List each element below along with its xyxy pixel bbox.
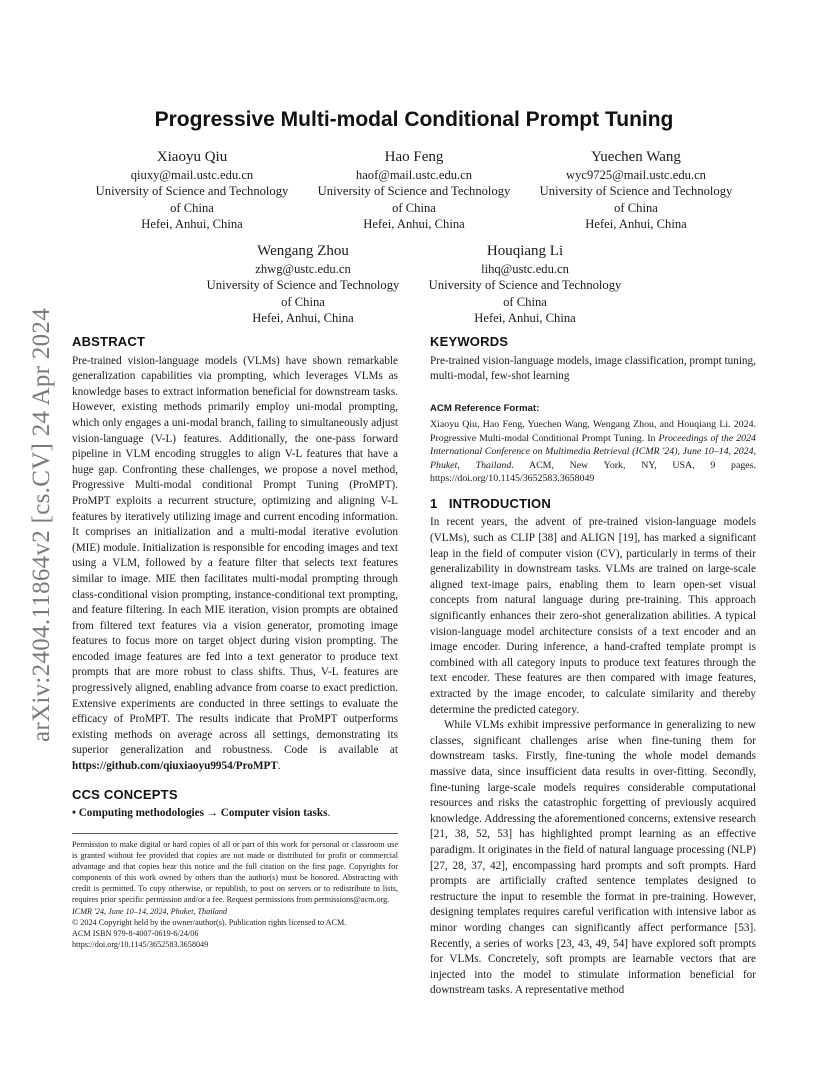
author-block xyxy=(526,148,746,232)
right-column xyxy=(430,334,756,999)
author-email: haof@mail.ustc.edu.cn xyxy=(355,168,473,182)
author-email: lihq@ustc.edu.cn xyxy=(481,262,569,276)
permission-footnote xyxy=(72,833,398,950)
introduction-heading: 1 INTRODUCTION xyxy=(430,495,551,511)
paper-title: Progressive Multi-modal Conditional Prompt Tuning xyxy=(154,108,674,131)
author-name: Xiaoyu Qiu xyxy=(156,149,228,165)
author-block xyxy=(415,242,635,326)
ccs-item-text: • Computing methodologies → Computer vision tasks xyxy=(72,807,328,820)
author-block xyxy=(304,148,524,232)
intro-paragraph-2: While VLMs exhibit impressive performance in generalizing to new classes, significant challenges arise when fine-tuning them for downstream tasks. Firstly, fine-tuning the whole model demands massive data, since insufficient data results in over-fitting. Secondly, fine-tuning large-scale models requires considerable computational resources and risks the catastrophic forgetting of previously acquired knowledge. Addressing the aforementioned concerns, extensive research [21, 38, 52, 53] has highlighted prompt learning as an effective paradigm. It originates in the field of natural language processing (NLP) [27, 28, 37, 42], encompassing hard prompts and soft prompts. Hard prompts are artificially crafted sentence templates designed to restructure the input to resemble the format in pre-training. However, designing templates requires careful verification with intensive labor as minor wording changes can significantly affect performance [53]. Recently, a series of works [23, 43, 49, 54] have explored soft prompts for VLMs. Concretely, soft prompts are learnable vectors that are injected into the model to stimulate information beneficial for downstream tasks. A representative method xyxy=(430,719,756,997)
ccs-heading: CCS CONCEPTS xyxy=(72,786,178,802)
copyright-line: © 2024 Copyright held by the owner/author(s). Publication rights licensed to ACM. xyxy=(72,918,347,927)
arxiv-identifier xyxy=(22,290,62,760)
intro-paragraph-1: In recent years, the advent of pre-trained vision-language models (VLMs), such as CLIP [38] and ALIGN [19], has marked a significant leap in the field of computer vision (CV), particularly in terms of their generalizability in downstream tasks. VLMs are trained on large-scale aligned text-image pairs, enabling them to learn open-set visual concepts from natural language during pre-training. This approach significantly enhances their zero-shot generalization abilities. A typical vision-language model architecture consists of a text encoder and an image encoder. During inference, a hand-crafted template prompt is combined with all category inputs to produce text features through the text encoder. These features are then compared with image features, extracted by the image encoder, to calculate similarity and thereby determine the predicted category. xyxy=(430,516,756,716)
doi-line[interactable]: https://doi.org/10.1145/3652583.3658049 xyxy=(72,940,209,949)
abstract-end: . xyxy=(277,760,281,773)
author-affiliation: University of Science and Technology xyxy=(317,184,511,199)
ccs-item xyxy=(72,806,398,822)
author-block xyxy=(82,148,302,232)
author-affiliation: of China xyxy=(170,200,214,215)
isbn-line: ACM ISBN 979-8-4007-0619-6/24/06 xyxy=(72,929,199,938)
acm-reference-part1: Xiaoyu Qiu, Hao Feng, Yuechen Wang, Wengang Zhou, and Houqiang Li. 2024. Progressive Multi-modal Conditional Prompt Tuning. In xyxy=(430,419,756,444)
author-affiliation: University of Science and Technology xyxy=(206,278,400,293)
keywords-heading: KEYWORDS xyxy=(430,334,509,349)
author-affiliation: of China xyxy=(392,200,436,215)
author-location: Hefei, Anhui, China xyxy=(363,216,465,231)
author-affiliation: of China xyxy=(503,294,547,309)
author-affiliation: University of Science and Technology xyxy=(428,278,622,293)
acm-reference-proceedings: Proceedings of the 2024 International Conference on Multimedia Retrieval (ICMR '24), June 10–14, 2024, Phuket, Thailand xyxy=(430,432,756,471)
author-email: wyc9725@mail.ustc.edu.cn xyxy=(566,168,706,182)
author-location: Hefei, Anhui, China xyxy=(474,310,576,325)
author-affiliation: University of Science and Technology xyxy=(539,184,733,199)
keywords-text: Pre-trained vision-language models, image classification, prompt tuning, multi-modal, few-shot learning xyxy=(430,354,756,383)
acm-reference-text xyxy=(430,418,756,486)
author-name: Hao Feng xyxy=(384,149,444,165)
abstract-body: Pre-trained vision-language models (VLMs) have shown remarkable generalization capabilities via prompting, which leverages VLMs as knowledge bases to extract information beneficial for downstream tasks. However, existing methods primarily employ uni-modal prompting, which only engages a uni-modal branch, failing to simultaneously adjust vision-language (V-L) features. Additionally, the one-pass forward pipeline in VLM encoding struggles to align V-L features that have a huge gap. Confronting these challenges, we propose a novel method, Progressive Multi-modal conditional Prompt Tuning (ProMPT). ProMPT exploits a recurrent structure, optimizing and aligning V-L features by iteratively utilizing image and current encoding information. It comprises an initialization and a multi-modal iterative evolution (MIE) module. Initialization is responsible for encoding images and text using a VLM, followed by a feature filter that selects text features similar to image. MIE then facilitates multi-modal prompting through class-conditional vision prompting, instance-conditional text prompting, and feature filtering. In each MIE iteration, vision prompts are obtained from filtered text features via a vision generator, promoting image features to focus more on target object during vision prompting. The encoded image features are fed into a text generator to produce text prompts that are more robust to class shifts. Thus, V-L features are progressively aligned, enabling advance from coarse to exact prediction. Extensive experiments are conducted in three settings to evaluate the efficacy of ProMPT. The results indicate that ProMPT outperforms existing methods on average across all settings, demonstrating its superior generalization and robustness. Code is available at xyxy=(72,354,398,757)
ccs-section xyxy=(72,787,398,822)
venue-line: ICMR '24, June 10–14, 2024, Phuket, Thailand xyxy=(72,907,228,916)
author-name: Wengang Zhou xyxy=(257,243,349,259)
code-link[interactable]: https://github.com/qiuxiaoyu9954/ProMPT xyxy=(72,760,278,773)
acm-reference-heading: ACM Reference Format: xyxy=(430,402,540,414)
ccs-item-end: . xyxy=(327,807,331,820)
abstract-text xyxy=(72,354,398,775)
abstract-heading: ABSTRACT xyxy=(72,334,146,349)
author-email: zhwg@ustc.edu.cn xyxy=(255,262,351,276)
acm-reference-part2: . ACM, New York, NY, USA, 9 pages. https://doi.org/10.1145/3652583.3658049 xyxy=(430,459,756,485)
permission-text: Permission to make digital or hard copies of all or part of this work for personal or classroom use is granted without fee provided that copies are not made or distributed for profit or commercial advantage and that copies bear this notice and the full citation on the first page. Copyrights for components of this work owned by others than the author(s) must be honored. Abstracting with credit is permitted. To copy otherwise, or republish, to post on servers or to redistribute to lists, requires prior specific permission and/or a fee. Request permissions from permissions@acm.org. xyxy=(72,840,398,904)
author-block xyxy=(193,242,413,326)
author-name: Houqiang Li xyxy=(486,243,564,259)
author-location: Hefei, Anhui, China xyxy=(252,310,354,325)
author-location: Hefei, Anhui, China xyxy=(141,216,243,231)
author-email: qiuxy@mail.ustc.edu.cn xyxy=(130,168,254,182)
author-location: Hefei, Anhui, China xyxy=(585,216,687,231)
left-column xyxy=(72,334,398,822)
author-name: Yuechen Wang xyxy=(591,149,681,165)
author-affiliation: University of Science and Technology xyxy=(95,184,289,199)
arxiv-identifier-text: arXiv:2404.11864v2 [cs.CV] 24 Apr 2024 xyxy=(28,307,56,743)
author-affiliation: of China xyxy=(614,200,658,215)
author-affiliation: of China xyxy=(281,294,325,309)
